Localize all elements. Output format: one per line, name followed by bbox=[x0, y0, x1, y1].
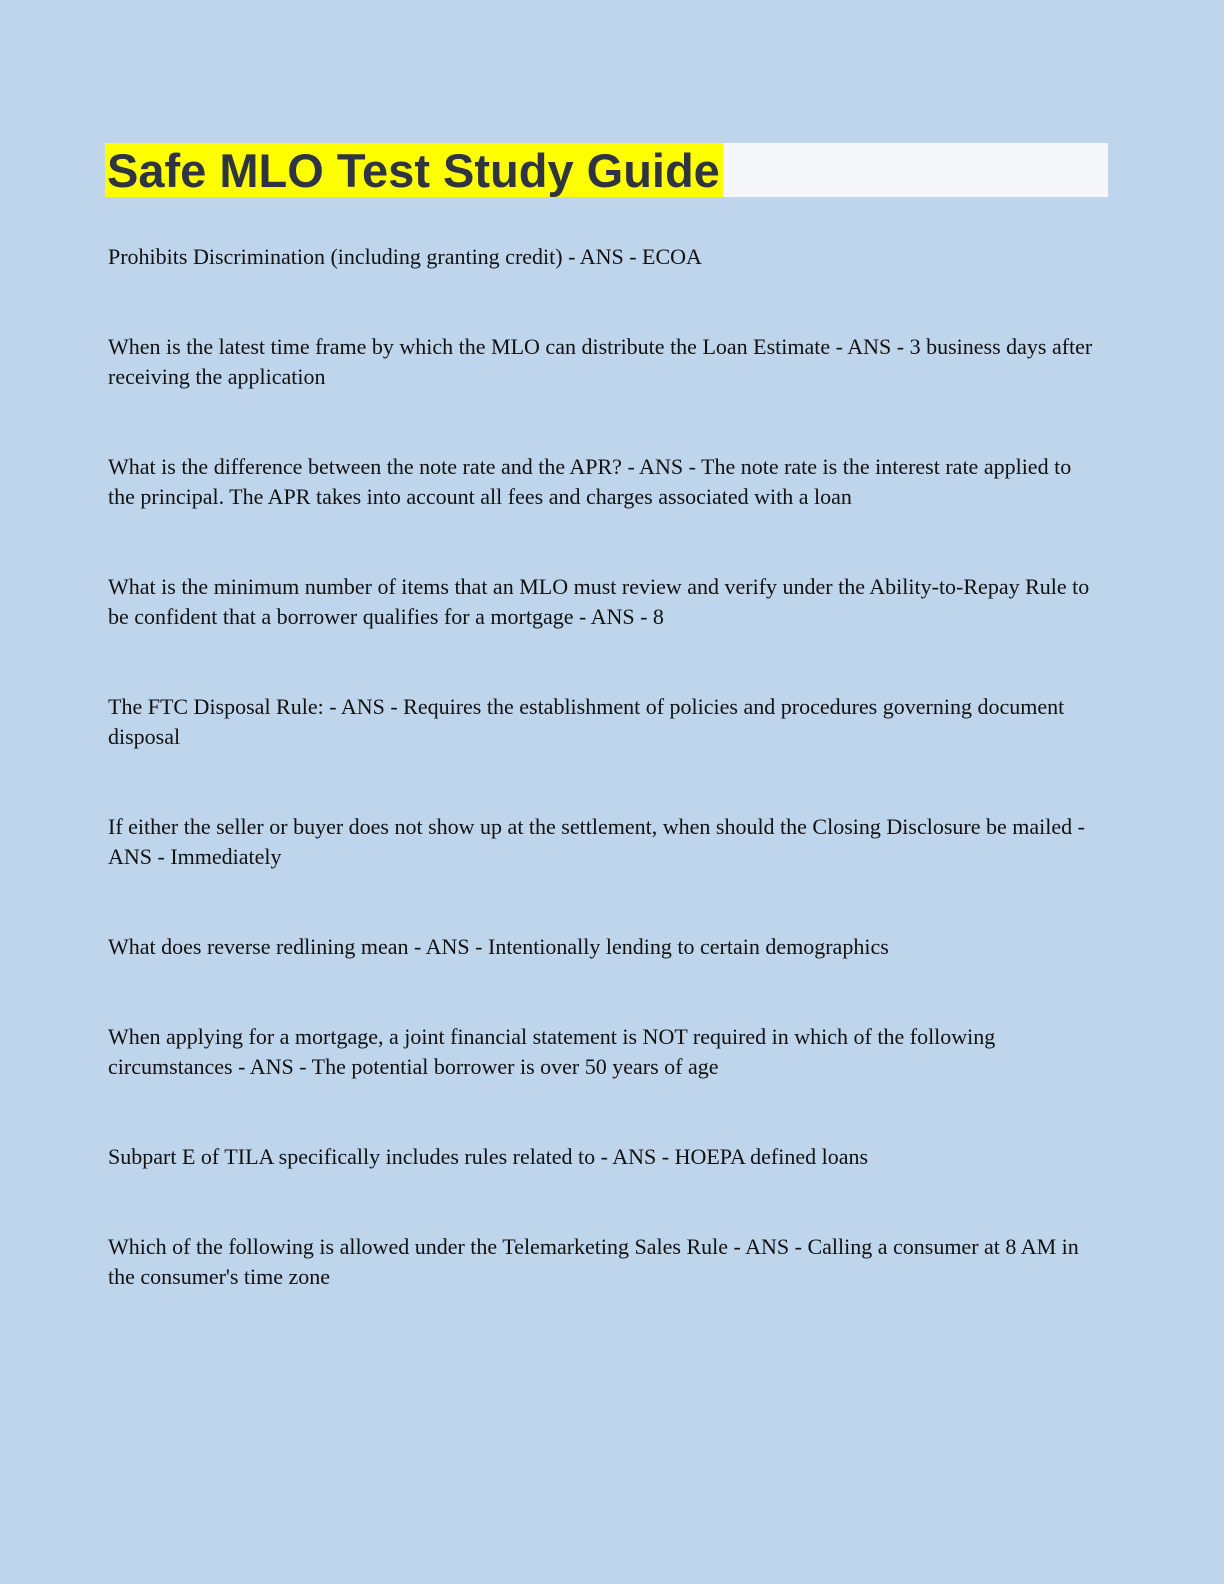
qa-item: The FTC Disposal Rule: - ANS - Requires the establishment of policies and procedures governing document disposal bbox=[108, 694, 1065, 749]
qa-item: What is the difference between the note rate and the APR? - ANS - The note rate is the interest rate applied to the principal. The APR takes into account all fees and charges associated with a loan bbox=[108, 454, 1072, 509]
page-title: Safe MLO Test Study Guide bbox=[105, 143, 723, 197]
qa-item: Subpart E of TILA specifically includes rules related to - ANS - HOEPA defined loans bbox=[108, 1144, 869, 1169]
qa-item: Which of the following is allowed under the Telemarketing Sales Rule - ANS - Calling a consumer at 8 AM in the consumer's time zone bbox=[108, 1234, 1079, 1289]
qa-item: What does reverse redlining mean - ANS - Intentionally lending to certain demographics bbox=[108, 934, 889, 959]
title-bar bbox=[105, 143, 1108, 197]
qa-item: Prohibits Discrimination (including granting credit) - ANS - ECOA bbox=[108, 244, 702, 269]
qa-item: If either the seller or buyer does not show up at the settlement, when should the Closing Disclosure be mailed - ANS - Immediately bbox=[108, 814, 1085, 869]
qa-list bbox=[108, 242, 1103, 1352]
qa-item: What is the minimum number of items that an MLO must review and verify under the Ability-to-Repay Rule to be confident that a borrower qualifies for a mortgage - ANS - 8 bbox=[108, 574, 1090, 629]
qa-item: When is the latest time frame by which the MLO can distribute the Loan Estimate - ANS - 3 business days after receiving the application bbox=[108, 334, 1093, 389]
qa-item: When applying for a mortgage, a joint financial statement is NOT required in which of the following circumstances - ANS - The potential borrower is over 50 years of age bbox=[108, 1024, 996, 1079]
